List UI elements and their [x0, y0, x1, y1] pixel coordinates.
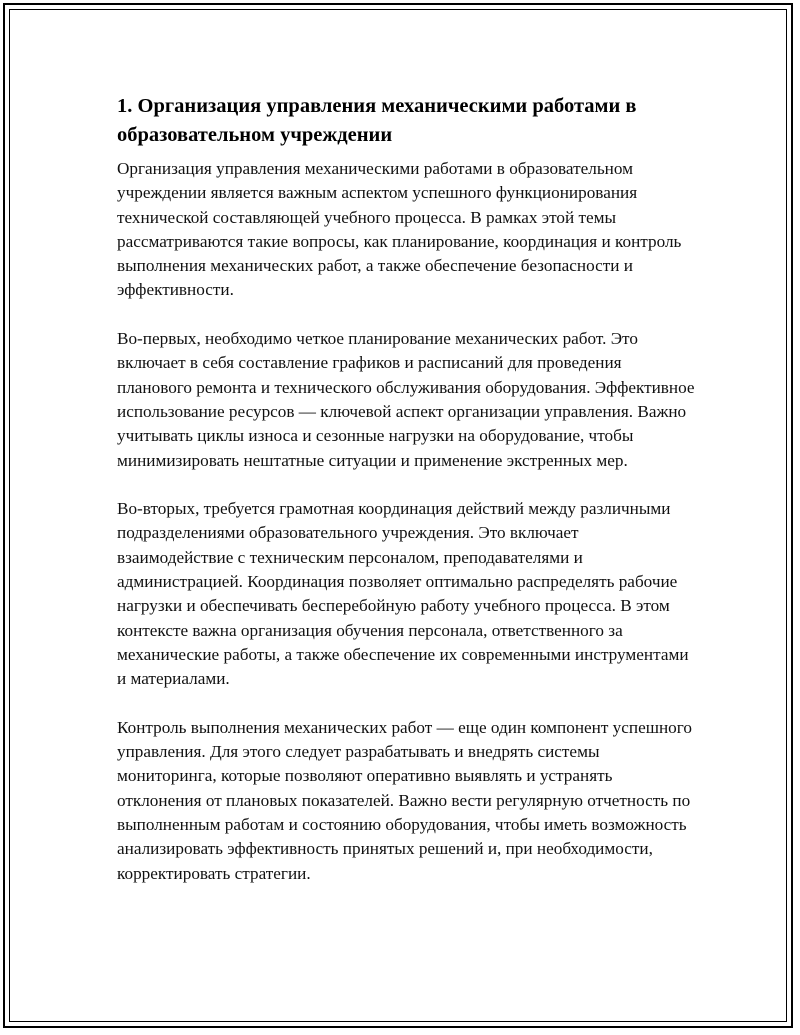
paragraph-control: Контроль выполнения механических работ — еще один компонент успешного управления. Для этого следует разрабатывать и внедрять системы мониторинга, которые позволяют оперативно выявлять и устранять отклонения от плановых показателей. Важно вести регулярную отчетность по выполненным работам и состоянию оборудования, чтобы иметь возможность анализировать эффективность принятых решений и, при необходимости, корректировать стратегии.	[117, 717, 692, 883]
section-heading: 1. Организация управления механическими работами в образовательном учреждении	[117, 95, 637, 146]
document-body	[117, 92, 697, 886]
paragraph-planning: Во-первых, необходимо четкое планирование механических работ. Это включает в себя составление графиков и расписаний для проведения планового ремонта и технического обслуживания оборудования. Эффективное использование ресурсов — ключевой аспект организации управления. Важно учитывать циклы износа и сезонные нагрузки на оборудование, чтобы минимизировать нештатные ситуации и применение экстренных мер.	[117, 329, 695, 470]
paragraph-intro: Организация управления механическими работами в образовательном учреждении является важным аспектом успешного функционирования технической составляющей учебного процесса. В рамках этой темы рассматриваются такие вопросы, как планирование, координация и контроль выполнения механических работ, а также обеспечение безопасности и эффективности.	[117, 159, 682, 300]
paragraph-coordination: Во-вторых, требуется грамотная координация действий между различными подразделениями образовательного учреждения. Это включает взаимодействие с техническим персоналом, преподавателями и администрацией. Координация позволяет оптимально распределять рабочие нагрузки и обеспечивать бесперебойную работу учебного процесса. В этом контексте важна организация обучения персонала, ответственного за механические работы, а также обеспечение их современными инструментами и материалами.	[117, 499, 689, 689]
